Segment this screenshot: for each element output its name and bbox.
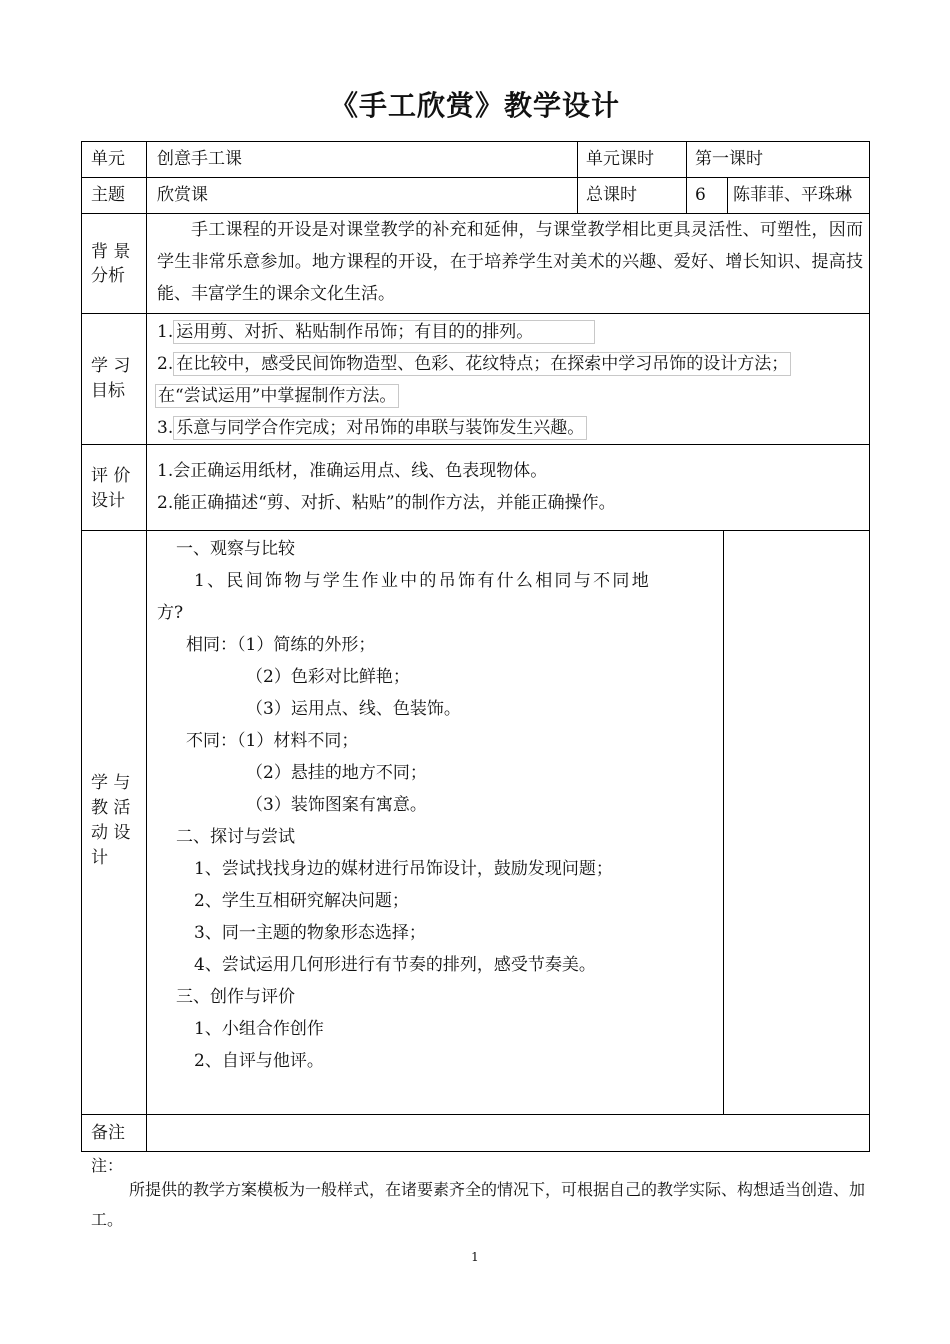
activity-line: （3）运用点、线、色装饰。	[246, 699, 461, 719]
evaluation-item-2: 2.能正确描述“剪、对折、粘贴”的制作方法，并能正确操作。	[157, 493, 616, 513]
evaluation-label-2: 设计	[91, 491, 125, 511]
activity-line: 1、尝试找找身边的媒材进行吊饰设计，鼓励发现问题；	[194, 859, 613, 879]
activities-label-3: 动 设	[91, 823, 131, 843]
activity-line: 2、自评与他评。	[194, 1051, 324, 1071]
unit-value: 创意手工课	[157, 149, 242, 169]
activity-line: 4、尝试运用几何形进行有节奏的排列，感受节奏美。	[194, 955, 596, 975]
activities-label-4: 计	[91, 848, 108, 868]
note-label: 注：	[91, 1156, 124, 1175]
background-text: 手工课程的开设是对课堂教学的补充和延伸，与课堂教学相比更具灵活性、可塑性，因而学生非常乐意参加。地方课程的开设，在于培养学生对美术的兴趣、爱好、增长知识、提高技能、丰富学生的课余文化生活。	[157, 220, 863, 304]
goal-3-number: 3.	[157, 418, 174, 438]
topic-value: 欣赏课	[157, 185, 208, 205]
goal-1-number: 1.	[157, 322, 174, 342]
goal-2-number: 2.	[157, 354, 174, 374]
background-label-2: 分析	[91, 266, 125, 286]
goal-1	[157, 320, 595, 344]
unit-hours-label: 单元课时	[586, 149, 654, 169]
unit-hours-value: 第一课时	[695, 149, 763, 169]
activity-line: 3、同一主题的物象形态选择；	[194, 923, 426, 943]
activity-line: 二、探讨与尝试	[176, 827, 295, 847]
goal-3-text: 乐意与同学合作完成；对吊饰的串联与装饰发生兴趣。	[173, 416, 587, 440]
evaluation-item-1: 1.会正确运用纸材，准确运用点、线、色表现物体。	[157, 461, 548, 481]
goals-label-1: 学 习	[91, 356, 131, 376]
goal-2	[157, 352, 791, 376]
total-hours-label: 总课时	[586, 185, 637, 205]
unit-label: 单元	[91, 149, 125, 169]
activity-line: 三、创作与评价	[176, 987, 295, 1007]
activity-line: （2）悬挂的地方不同；	[246, 763, 427, 783]
goal-1-text: 运用剪、对折、粘贴制作吊饰；有目的的排列。	[173, 320, 595, 344]
note-text: 所提供的教学方案模板为一般样式，在诸要素齐全的情况下，可根据自己的教学实际、构想适当创造、加工。	[91, 1180, 866, 1229]
total-hours-value: 6	[695, 185, 706, 205]
page-number: 1	[471, 1250, 479, 1264]
goal-3	[157, 416, 587, 440]
background-label-1: 背 景	[91, 242, 131, 262]
activities-label-2: 教 活	[91, 798, 131, 818]
activity-line: 相同：（1）简练的外形；	[186, 635, 376, 655]
activity-line: 不同：（1）材料不同；	[186, 731, 359, 751]
goals-label-2: 目标	[91, 381, 125, 401]
activity-line: 1、小组合作创作	[194, 1019, 324, 1039]
document-title: 《手工欣赏》教学设计	[329, 89, 620, 122]
topic-label: 主题	[91, 185, 125, 205]
activity-line: 方?	[157, 603, 184, 623]
activity-line: （3）装饰图案有寓意。	[246, 795, 427, 815]
activity-line: 1、民间饰物与学生作业中的吊饰有什么相同与不同地	[194, 571, 652, 591]
goal-2-text-b: 在“尝试运用”中掌握制作方法。	[155, 384, 399, 408]
activity-line: 2、学生互相研究解决问题；	[194, 891, 409, 911]
activity-line: （2）色彩对比鲜艳；	[246, 667, 410, 687]
goal-2-text-a: 在比较中，感受民间饰物造型、色彩、花纹特点；在探索中学习吊饰的设计方法；	[173, 352, 791, 376]
activities-label-1: 学 与	[91, 773, 131, 793]
activity-line: 一、观察与比较	[176, 539, 295, 559]
remarks-label: 备注	[91, 1123, 125, 1143]
evaluation-label-1: 评 价	[91, 466, 131, 486]
teachers: 陈菲菲、平珠琳	[733, 185, 852, 205]
